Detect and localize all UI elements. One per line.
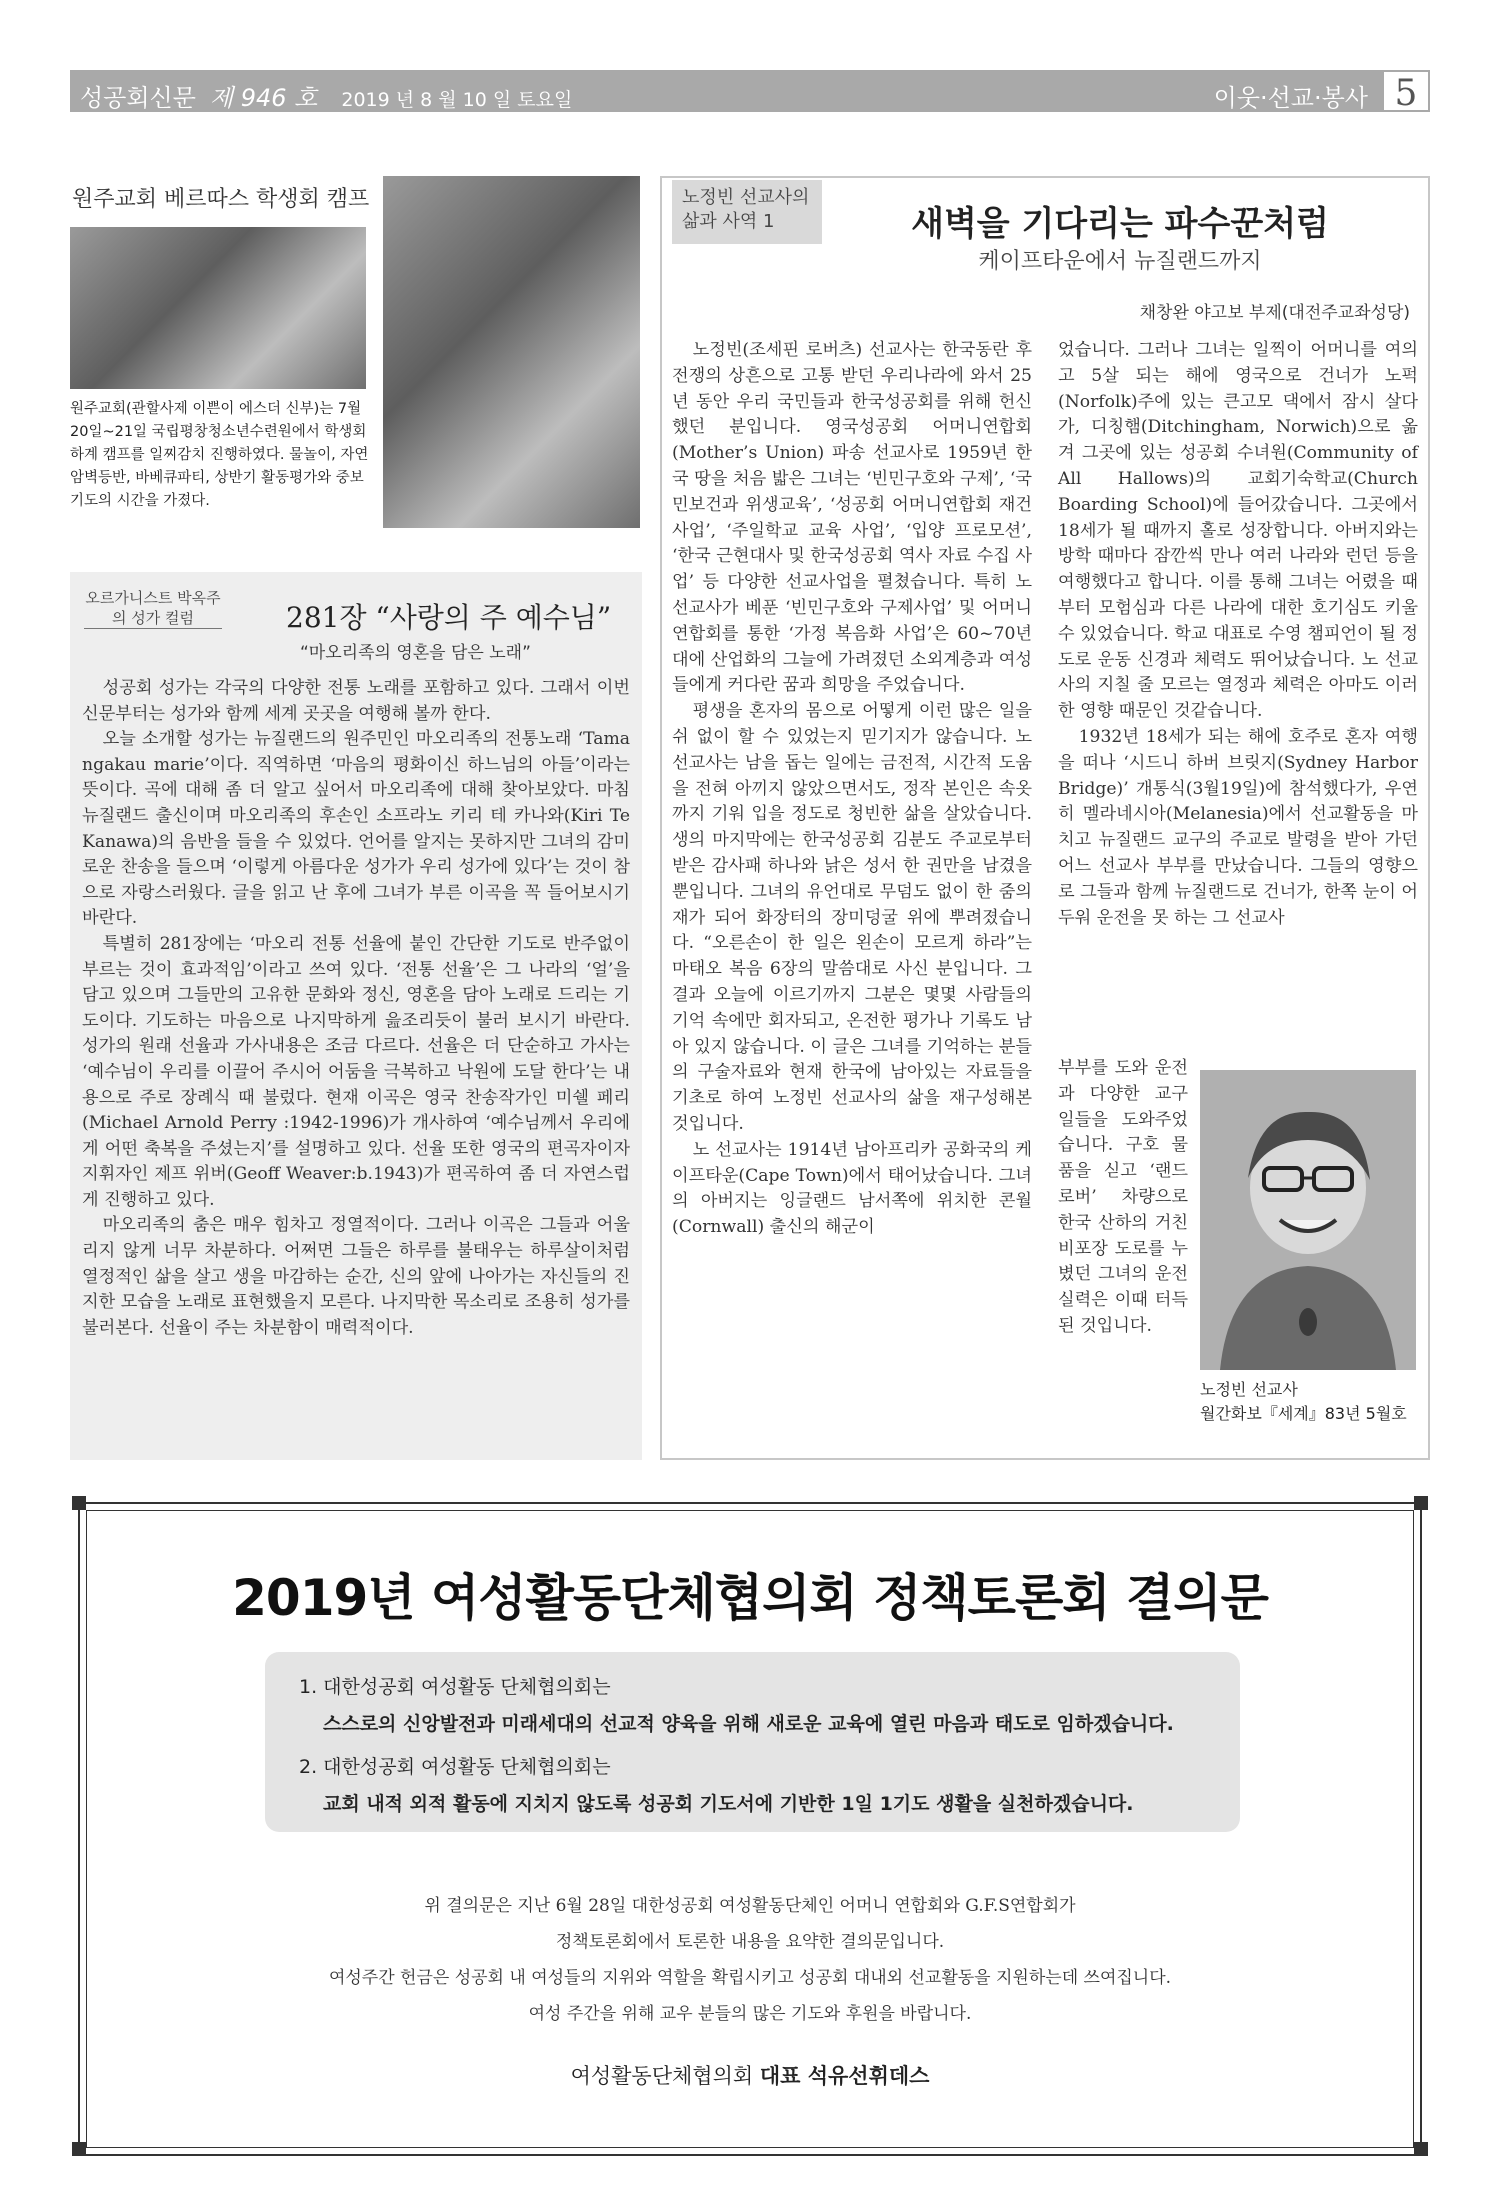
story-headline: 새벽을 기다리는 파수꾼처럼	[911, 204, 1329, 244]
story-paragraph: 었습니다. 그러나 그녀는 일찍이 어머니를 여의고 5살 되는 해에 영국으로 건너가 노퍽(Norfolk)주에 있는 큰고모 댁에서 잠시 살다가, 디칭햄(Ditchingham, Norwich)으로 옮겨 그곳에 있는 성공회 수녀원(Community of All Hallows)의 교회기숙학교(Church Boarding School)에 들어갔습니다. 그곳에서 18세가 될 때까지 홀로 성장합니다. 아버지와는 방학 때마다 잠깐씩 만나 여러 나라와 런던 등을 여행했다고 합니다. 이를 통해 그녀는 어렸을 때부터 모험심과 다른 나라에 대한 호기심도 키울 수 있었습니다. 학교 대표로 수영 챔피언이 될 정도로 운동 신경과 체력도 뛰어났습니다. 노 선교사의 지칠 줄 모르는 열정과 체력은 아마도 이러한 영향 때문인 것같습니다.	[1058, 340, 1418, 722]
hymn-paragraph: 마오리족의 춤은 매우 힘차고 정열적이다. 그러나 이곡은 그들과 어울리지 않게 너무 차분하다. 어쩌면 그들은 하루를 불태우는 하루살이처럼 열정적인 삶을 살고 생을 마감하는 순간, 신의 앞에 나아가는 자신들의 진지한 모습을 노래로 표현했을지 모른다. 나지막한 목소리로 조용히 성가를 불러본다. 선율이 주는 차분함이 매력적이다.	[82, 1215, 630, 1338]
frame-corner	[1414, 1496, 1428, 1510]
hymn-column-title: 281장 “사랑의 주 예수님”	[286, 601, 612, 634]
frame-corner	[1414, 2142, 1428, 2156]
issue-number: 제 946 호	[209, 84, 318, 112]
page-header	[70, 70, 1430, 112]
signature-org: 여성활동단체협의회	[570, 2064, 754, 2088]
story-column-1	[672, 338, 1032, 1241]
story-column-2	[1058, 338, 1418, 931]
resolution-item-text: 교회 내적 외적 활동에 지치지 않도록 성공회 기도서에 기반한 1일 1기도 생활을 실천하겠습니다.	[323, 1793, 1134, 1815]
story-paragraph: 부부를 도와 운전과 다양한 교구 일들을 도와주었습니다. 구호 물품을 싣고 ‘랜드로버’ 차량으로 한국 산하의 거친 비포장 도로를 누볐던 그녀의 운전 실력은 이때 터득된 것입니다.	[1058, 1058, 1188, 1336]
resolution-item	[299, 1672, 1174, 1736]
hymn-column-tag: 오르가니스트 박옥주의 성가 컬럼	[85, 589, 221, 627]
story-paragraph: 평생을 혼자의 몸으로 어떻게 이런 많은 일을 쉬 없이 할 수 있었는지 믿기지가 않습니다. 노 선교사는 남을 돕는 일에는 금전적, 시간적 도움을 전혀 아끼지 않았으면서도, 정작 본인은 속옷까지 기워 입을 정도로 청빈한 삶을 살았습니다. 생의 마지막에는 한국성공회 김분도 주교로부터 받은 감사패 하나와 낡은 성서 한 권만을 남겼을 뿐입니다. 그녀의 유언대로 무덤도 없이 한 줌의 재가 되어 화장터의 장미덩굴 위에 뿌려졌습니다. “오른손이 한 일은 왼손이 모르게 하라”는 마태오 복음 6장의 말씀대로 사신 분입니다. 그 결과 오늘에 이르기까지 그분은 몇몇 사람들의 기억 속에만 회자되고, 온전한 평가나 기록도 남아 있지 않습니다. 이 글은 그녀를 기억하는 분들의 구술자료와 현재 한국에 남아있는 자료들을 기초로 하여 노정빈 선교사의 삶을 재구성해본 것입니다.	[672, 701, 1032, 1134]
hymn-column-subtitle: “마오리족의 영혼을 담은 노래”	[300, 643, 531, 663]
resolution-item-heading: 1. 대한성공회 여성활동 단체협의회는	[299, 1676, 611, 1698]
story-series-tag: 노정빈 선교사의 삶과 사역 1	[672, 180, 822, 244]
portrait-caption	[1200, 1378, 1425, 1426]
portrait-image	[1200, 1070, 1416, 1370]
camp-photo-hiking	[70, 227, 366, 389]
resolution-item-heading: 2. 대한성공회 여성활동 단체협의회는	[299, 1756, 611, 1778]
section-name: 이웃·선교·봉사	[1213, 84, 1368, 112]
resolution-note-line: 여성 주간을 위해 교우 분들의 많은 기도와 후원을 바랍니다.	[528, 2004, 972, 2024]
story-paragraph: 노 선교사는 1914년 남아프리카 공화국의 케이프타운(Cape Town)에서 태어났습니다. 그녀의 아버지는 잉글랜드 남서쪽에 위치한 콘월(Cornwall) 출신의 해군이	[672, 1139, 1032, 1238]
story-byline: 채창완 야고보 부제(대전주교좌성당)	[1139, 303, 1410, 323]
resolution-note	[78, 1888, 1422, 2032]
resolution-note-line: 위 결의문은 지난 6월 28일 대한성공회 여성활동단체인 어머니 연합회와 G.F.S연합회가	[424, 1896, 1076, 1916]
page-number: 5	[1382, 70, 1430, 112]
resolution-title: 2019년 여성활동단체협의회 정책토론회 결의문	[232, 1569, 1268, 1627]
portrait-caption-name: 노정빈 선교사	[1200, 1380, 1298, 1399]
signature-rep: 대표 석유선휘데스	[759, 2064, 930, 2088]
issue-date: 2019 년 8 월 10 일 토요일	[341, 89, 573, 111]
story-paragraph: 노정빈(조세핀 로버츠) 선교사는 한국동란 후 전쟁의 상흔으로 고통 받던 우리나라에 와서 25년 동안 우리 국민들과 한국성공회를 위해 헌신했던 분입니다. 영국성공회 어머니연합회(Mother’s Union) 파송 선교사로 1959년 한국 땅을 처음 밟은 그녀는 ‘빈민구호와 구제’, ‘국민보건과 위생교육’, ‘성공회 어머니연합회 재건 사업’, ‘주일학교 교육 사업’, ‘입양 프로모션’, ‘한국 근현대사 및 한국성공회 역사 자료 수집 사업’ 등 다양한 선교사업을 펼쳤습니다. 특히 노 선교사가 베푼 ‘빈민구호와 구제사업’ 및 어머니연합회를 통한 ‘가정 복음화 사업’은 60~70년대에 산업화의 그늘에 가려졌던 소외계층과 여성들에게 커다란 꿈과 희망을 주었습니다.	[672, 340, 1032, 696]
camp-photo-title: 원주교회 베르따스 학생회 캠프	[72, 187, 370, 212]
hymn-paragraph: 성공회 성가는 각국의 다양한 전통 노래를 포함하고 있다. 그래서 이번 신문부터는 성가와 함께 세계 곳곳을 여행해 볼까 한다.	[82, 678, 630, 724]
resolution-signature	[78, 2060, 1422, 2090]
camp-photo-caption: 원주교회(관할사제 이쁜이 에스더 신부)는 7월 20일~21일 국립평창청소년수련원에서 학생회 하계 캠프를 일찌감치 진행하였다. 물놀이, 자연암벽등반, 바베큐파티, 상반기 활동평가와 중보기도의 시간을 가졌다.	[70, 401, 369, 509]
missionary-portrait	[1200, 1070, 1416, 1370]
frame-corner	[72, 2142, 86, 2156]
hymn-column-body	[82, 676, 630, 1341]
header-masthead	[80, 78, 572, 113]
resolution-note-line: 정책토론회에서 토론한 내용을 요약한 결의문입니다.	[555, 1932, 945, 1952]
story-paragraph: 1932년 18세가 되는 해에 호주로 혼자 여행을 떠나 ‘시드니 하버 브릿지(Sydney Harbor Bridge)’ 개통식(3월19일)에 참석했다가, 우연히 멜라네시아(Melanesia)에서 선교활동을 마치고 뉴질랜드 교구의 주교로 발령을 받아 가던 어느 선교사 부부를 만났습니다. 그들의 영향으로 그들과 함께 뉴질랜드로 건너가, 한쪽 눈이 어두워 운전을 못 하는 그 선교사	[1058, 726, 1418, 928]
hymn-paragraph: 오늘 소개할 성가는 뉴질랜드의 원주민인 마오리족의 전통노래 ‘Tama ngakau marie’이다. 직역하면 ‘마음의 평화이신 하느님의 아들’이라는 뜻이다. 곡에 대해 좀 더 알고 싶어서 마오리족에 대해 찾아보았다. 마침 뉴질랜드 출신이며 마오리족의 후손인 소프라노 키리 테 카나와(Kiri Te Kanawa)의 음반을 들을 수 있었다. 언어를 알지는 못하지만 그녀의 감미로운 찬송을 들으며 ‘이렇게 아름다운 성가가 우리 성가에 있다’는 것이 참으로 자랑스러웠다. 글을 읽고 난 후에 그녀가 부른 이곡을 꼭 들어보시기 바란다.	[82, 729, 630, 929]
story-column-2-wrap	[1058, 1056, 1188, 1340]
hymn-paragraph: 특별히 281장에는 ‘마오리 전통 선율에 붙인 간단한 기도로 반주없이 부르는 것이 효과적임’이라고 쓰여 있다. ‘전통 선율’은 그 나라의 ‘얼’을 담고 있으며 그들만의 고유한 문화와 정신, 영혼을 담아 노래로 드리는 기도이다. 기도하는 마음으로 나지막하게 읊조리듯이 불러 보시기 바란다. 성가의 원래 선율과 가사내용은 조금 다르다. 선율은 더 단순하고 가사는 ‘예수님이 우리를 이끌어 주시어 어둠을 극복하고 낙원에 도달 한다’는 내용으로 주로 장례식 때 불렀다. 현재 이곡은 영국 찬송작가인 미쉘 페리(Michael Arnold Perry :1942-1996)가 개사하여 ‘예수님께서 우리에게 어떤 축복을 주셨는지’를 설명하고 있다. 선율 또한 영국의 편곡자이자 지휘자인 제프 위버(Geoff Weaver:b.1943)가 편곡하여 좀 더 자연스럽게 진행하고 있다.	[82, 933, 630, 1210]
resolution-item-text: 스스로의 신앙발전과 미래세대의 선교적 양육을 위해 새로운 교육에 열린 마음과 태도로 임하겠습니다.	[323, 1713, 1174, 1735]
story-subheadline: 케이프타운에서 뉴질랜드까지	[978, 249, 1262, 274]
portrait-caption-source: 월간화보『세계』83년 5월호	[1200, 1404, 1407, 1423]
resolution-note-line: 여성주간 헌금은 성공회 내 여성들의 지위와 역할을 확립시키고 성공회 대내외 선교활동을 지원하는데 쓰여집니다.	[328, 1968, 1172, 1988]
resolution-item	[299, 1752, 1134, 1816]
frame-corner	[72, 1496, 86, 1510]
camp-photo-group	[383, 176, 640, 528]
resolution-items	[265, 1652, 1240, 1832]
paper-name: 성공회신문	[80, 84, 196, 112]
